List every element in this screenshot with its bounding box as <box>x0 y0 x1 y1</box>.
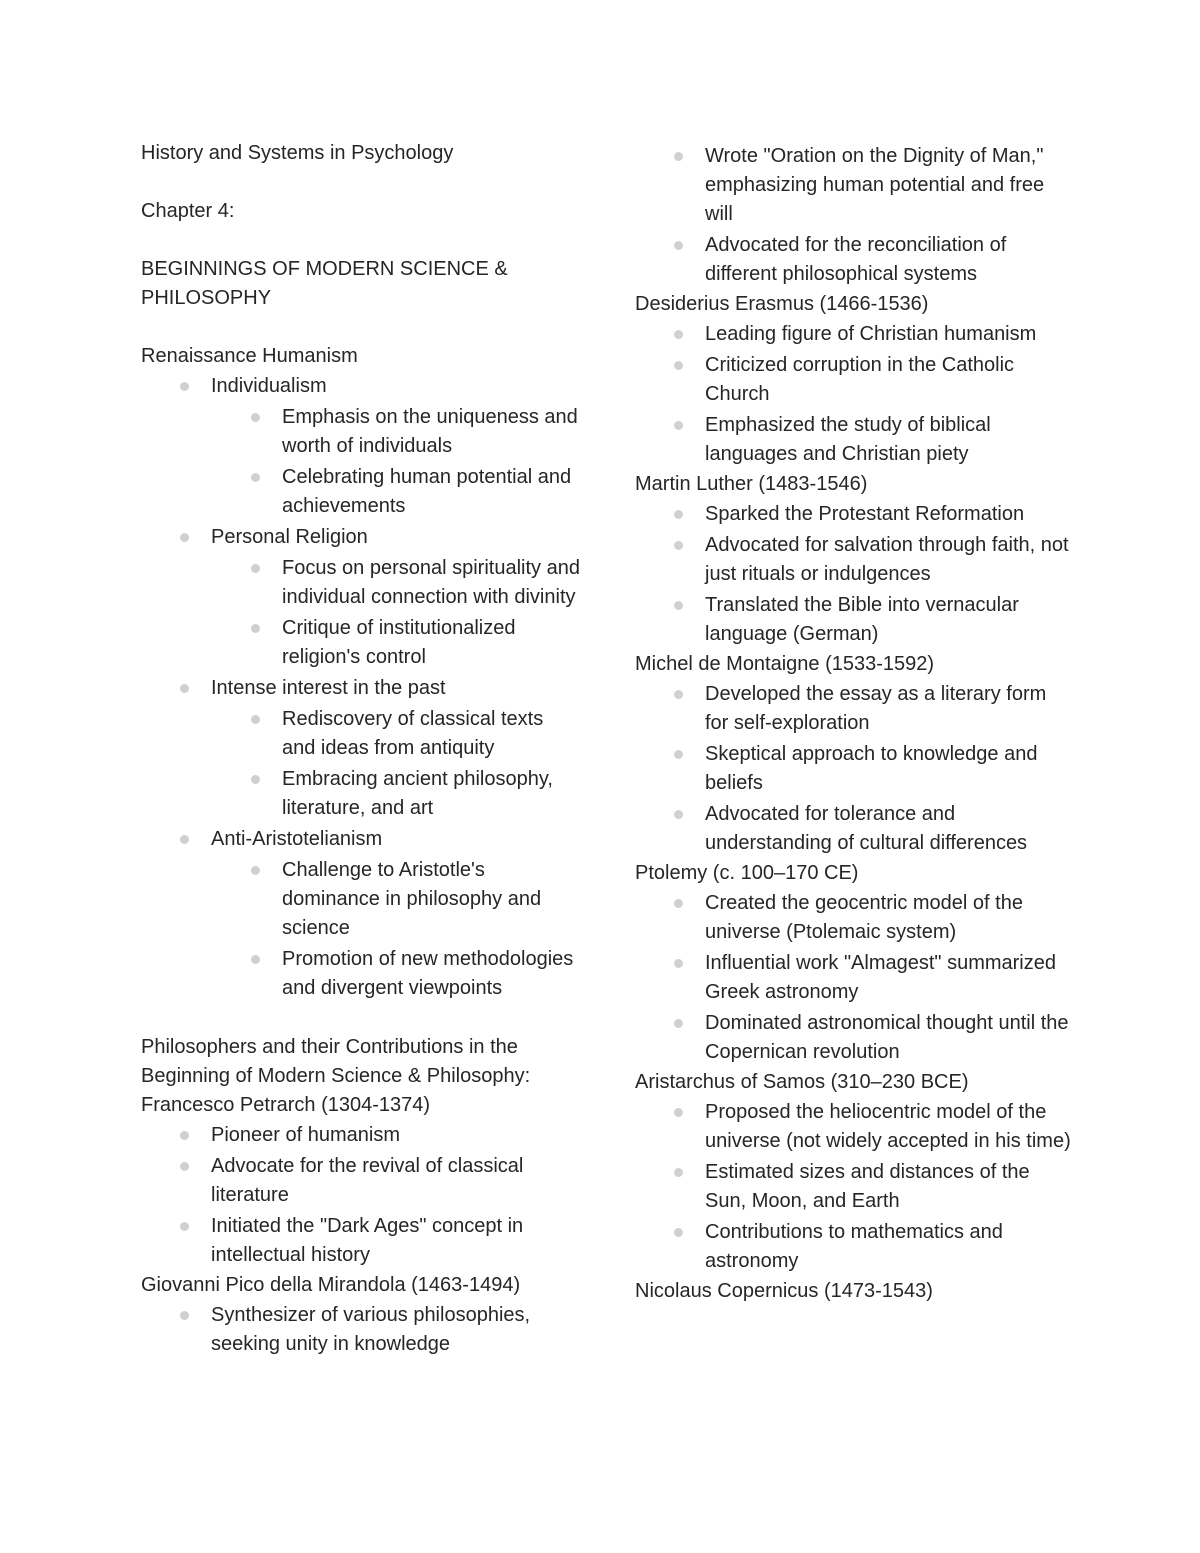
bullet-icon <box>674 361 683 370</box>
bullet-icon <box>674 1108 683 1117</box>
bullet-icon <box>180 835 189 844</box>
bullet-icon <box>251 866 260 875</box>
section-heading: BEGINNINGS OF MODERN SCIENCE & PHILOSOPHY <box>141 258 508 309</box>
list-item: Emphasis on the uniqueness and worth of individuals <box>141 402 581 462</box>
philosopher-name: Michel de Montaigne (1533-1592) <box>635 653 935 675</box>
list-item: Focus on personal spirituality and individual connection with divinity <box>141 553 581 613</box>
bullet-icon <box>180 382 189 391</box>
bullet-icon <box>251 413 260 422</box>
bullet-icon <box>674 750 683 759</box>
philosopher-name: Nicolaus Copernicus (1473-1543) <box>635 1280 933 1302</box>
bullet-icon <box>674 541 683 550</box>
list-item: Rediscovery of classical texts and ideas from antiquity <box>141 704 581 764</box>
pico-list <box>141 1300 581 1360</box>
bullet-icon <box>251 624 260 633</box>
list-item: Embracing ancient philosophy, literature, and art <box>141 764 581 824</box>
petrarch-list <box>141 1120 581 1271</box>
list-item: Skeptical approach to knowledge and beliefs <box>635 739 1075 799</box>
list-item: Advocated for the reconciliation of different philosophical systems <box>635 230 1075 290</box>
document-title: History and Systems in Psychology <box>141 142 454 164</box>
luther-list <box>635 499 1075 650</box>
ptolemy-list <box>635 888 1075 1068</box>
bullet-icon <box>674 899 683 908</box>
philosopher-name: Francesco Petrarch (1304-1374) <box>141 1094 431 1116</box>
chapter-label: Chapter 4: <box>141 200 235 222</box>
philosopher-name: Ptolemy (c. 100–170 CE) <box>635 862 859 884</box>
bullet-icon <box>251 564 260 573</box>
bullet-icon <box>674 241 683 250</box>
bullet-icon <box>251 715 260 724</box>
bullet-icon <box>251 955 260 964</box>
list-item: Emphasized the study of biblical languages and Christian piety <box>635 410 1075 470</box>
renaissance-list <box>141 371 581 1004</box>
list-item: Individualism <box>141 371 581 402</box>
list-item: Wrote "Oration on the Dignity of Man," emphasizing human potential and free will <box>635 141 1075 230</box>
bullet-icon <box>251 473 260 482</box>
bullet-icon <box>180 1162 189 1171</box>
bullet-icon <box>674 1019 683 1028</box>
list-item: Synthesizer of various philosophies, seeking unity in knowledge <box>141 1300 581 1360</box>
pico-list-continued <box>635 141 1075 290</box>
erasmus-list <box>635 319 1075 470</box>
bullet-icon <box>674 1228 683 1237</box>
bullet-icon <box>674 959 683 968</box>
philosopher-name: Martin Luther (1483-1546) <box>635 473 868 495</box>
bullet-icon <box>180 684 189 693</box>
list-item: Estimated sizes and distances of the Sun, Moon, and Earth <box>635 1157 1075 1217</box>
aristarchus-list <box>635 1097 1075 1277</box>
list-item: Challenge to Aristotle's dominance in philosophy and science <box>141 855 581 944</box>
list-item: Proposed the heliocentric model of the universe (not widely accepted in his time) <box>635 1097 1075 1157</box>
list-item: Intense interest in the past <box>141 673 581 704</box>
bullet-icon <box>674 810 683 819</box>
list-item: Influential work "Almagest" summarized Greek astronomy <box>635 948 1075 1008</box>
list-item: Advocate for the revival of classical literature <box>141 1151 581 1211</box>
list-item: Created the geocentric model of the universe (Ptolemaic system) <box>635 888 1075 948</box>
list-item: Translated the Bible into vernacular language (German) <box>635 590 1075 650</box>
bullet-icon <box>180 1222 189 1231</box>
bullet-icon <box>674 421 683 430</box>
list-item: Dominated astronomical thought until the Copernican revolution <box>635 1008 1075 1068</box>
list-item: Advocated for tolerance and understanding of cultural differences <box>635 799 1075 859</box>
bullet-icon <box>674 690 683 699</box>
bullet-icon <box>674 1168 683 1177</box>
list-item: Developed the essay as a literary form for self-exploration <box>635 679 1075 739</box>
bullet-icon <box>180 1131 189 1140</box>
philosopher-name: Giovanni Pico della Mirandola (1463-1494) <box>141 1274 521 1296</box>
philosophers-intro: Philosophers and their Contributions in the Beginning of Modern Science & Philosophy: <box>141 1036 531 1087</box>
list-item: Advocated for salvation through faith, not just rituals or indulgences <box>635 530 1075 590</box>
list-item: Criticized corruption in the Catholic Church <box>635 350 1075 410</box>
bullet-icon <box>674 330 683 339</box>
montaigne-list <box>635 679 1075 859</box>
list-item: Critique of institutionalized religion's control <box>141 613 581 673</box>
right-column <box>635 141 1075 1306</box>
bullet-icon <box>674 152 683 161</box>
bullet-icon <box>251 775 260 784</box>
bullet-icon <box>674 510 683 519</box>
bullet-icon <box>180 533 189 542</box>
list-item: Pioneer of humanism <box>141 1120 581 1151</box>
list-item: Celebrating human potential and achievements <box>141 462 581 522</box>
renaissance-heading: Renaissance Humanism <box>141 345 358 367</box>
bullet-icon <box>674 601 683 610</box>
list-item: Sparked the Protestant Reformation <box>635 499 1075 530</box>
left-column <box>141 139 581 1360</box>
philosopher-name: Aristarchus of Samos (310–230 BCE) <box>635 1071 969 1093</box>
list-item: Contributions to mathematics and astronomy <box>635 1217 1075 1277</box>
list-item: Promotion of new methodologies and divergent viewpoints <box>141 944 581 1004</box>
list-item: Initiated the "Dark Ages" concept in intellectual history <box>141 1211 581 1271</box>
list-item: Anti-Aristotelianism <box>141 824 581 855</box>
bullet-icon <box>180 1311 189 1320</box>
list-item: Personal Religion <box>141 522 581 553</box>
philosopher-name: Desiderius Erasmus (1466-1536) <box>635 293 929 315</box>
list-item: Leading figure of Christian humanism <box>635 319 1075 350</box>
